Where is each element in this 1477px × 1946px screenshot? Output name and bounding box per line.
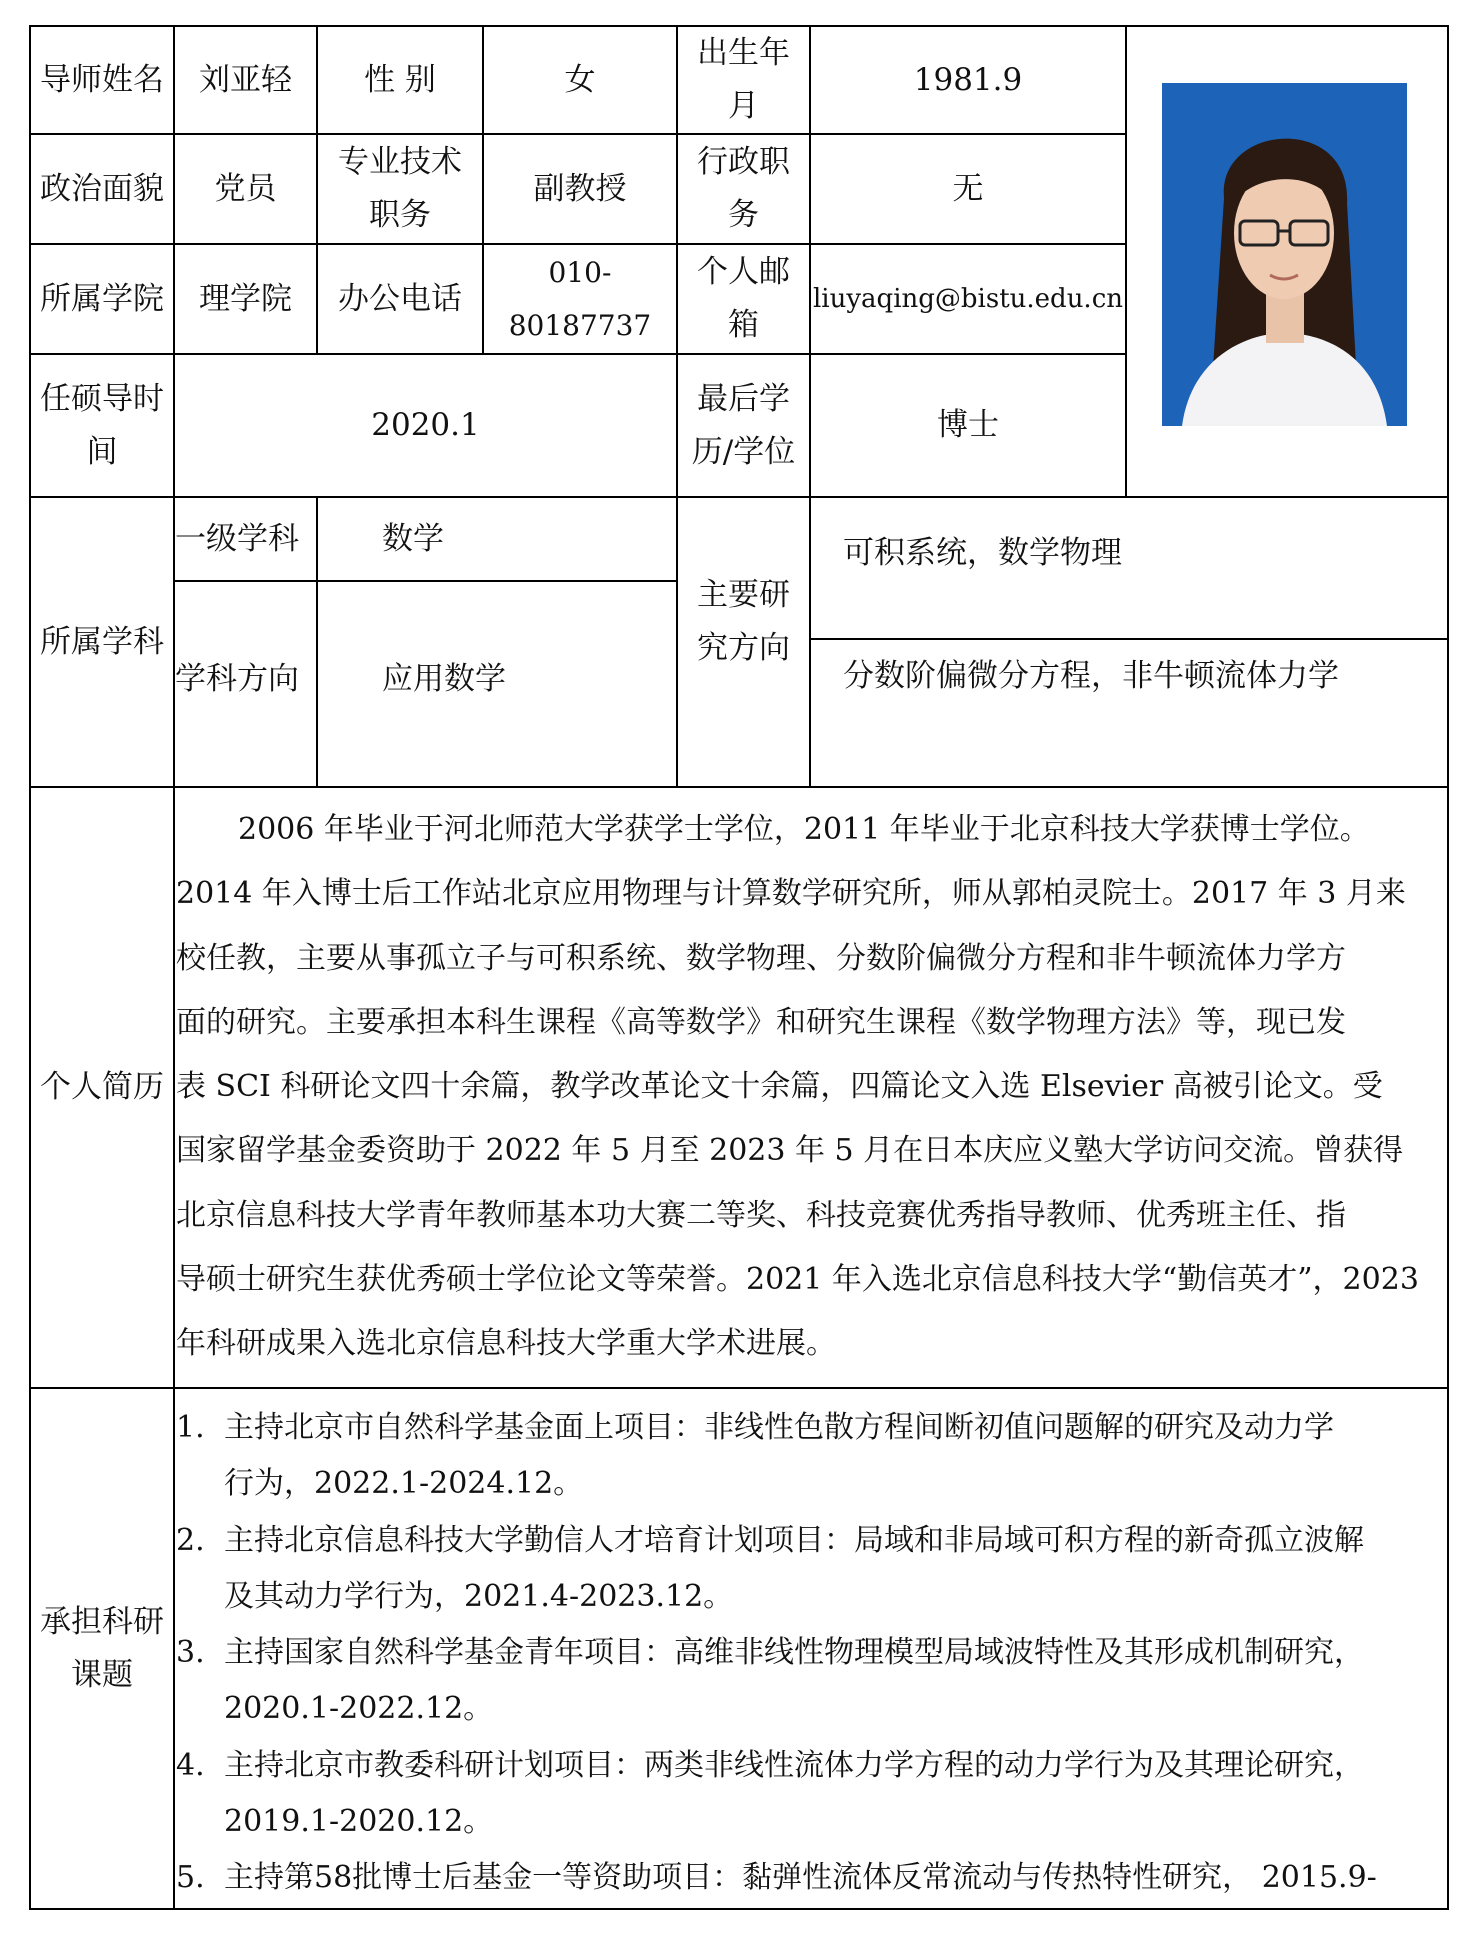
list-item-line: 行为，2022.1-2024.12。 xyxy=(224,1466,584,1502)
label-birth: 出生年 月 xyxy=(697,35,790,124)
table-border xyxy=(29,1908,1449,1910)
value-birth: 1981.9 xyxy=(913,61,1023,98)
value-research-2: 分数阶偏微分方程，非牛顿流体力学 xyxy=(843,657,1339,694)
value-admin-title: 无 xyxy=(952,170,984,207)
label-resume: 个人简历 xyxy=(40,1069,164,1105)
list-item xyxy=(176,1738,1451,1851)
label-admin-title: 行政职 务 xyxy=(697,144,790,233)
label-discipline: 所属学科 xyxy=(40,623,164,660)
resume-line: 面的研究。主要承担本科生课程《高等数学》和研究生课程《数学物理方法》等，现已发 xyxy=(176,1004,1346,1040)
resume-line: 2006 年毕业于河北师范大学获学士学位，2011 年毕业于北京科技大学获博士学位。 xyxy=(238,812,1370,847)
list-item xyxy=(176,1513,1451,1626)
value-email: liuyaqing@bistu.edu.cn xyxy=(812,283,1124,314)
value-research-1: 可积系统，数学物理 xyxy=(843,534,1122,571)
list-item-number: 3. xyxy=(176,1635,205,1671)
table-border xyxy=(316,496,318,788)
value-college: 理学院 xyxy=(199,280,292,317)
label-email: 个人邮 箱 xyxy=(697,254,790,343)
label-political: 政治面貌 xyxy=(40,170,164,207)
resume-line: 导硕士研究生获优秀硕士学位论文等荣誉。2021 年入选北京信息科技大学“勤信英才”，2023 xyxy=(176,1262,1419,1298)
label-direction: 学科方向 xyxy=(175,660,299,697)
projects-list xyxy=(176,1400,1451,1907)
resume-line: 2014 年入博士后工作站北京应用物理与计算数学研究所，师从郭柏灵院士。2017 年 3 月来 xyxy=(176,876,1406,912)
label-degree: 最后学 历/学位 xyxy=(691,380,796,470)
value-supervisor-time: 2020.1 xyxy=(371,407,480,443)
portrait-icon xyxy=(1162,83,1407,426)
list-item xyxy=(176,1625,1451,1738)
label-name: 导师姓名 xyxy=(40,61,164,98)
list-item xyxy=(176,1850,1451,1906)
resume-line: 北京信息科技大学青年教师基本功大赛二等奖、科技竞赛优秀指导教师、优秀班主任、指 xyxy=(176,1197,1346,1233)
list-item-line: 主持国家自然科学基金青年项目：高维非线性物理模型局域波特性及其形成机制研究， xyxy=(224,1635,1364,1671)
resume-text xyxy=(176,798,1446,1377)
list-item-line: 主持北京信息科技大学勤信人才培育计划项目：局域和非局域可积方程的新奇孤立波解 xyxy=(224,1522,1364,1558)
portrait-photo xyxy=(1162,83,1407,426)
resume-line: 校任教，主要从事孤立子与可积系统、数学物理、分数阶偏微分方程和非牛顿流体力学方 xyxy=(176,940,1346,976)
value-phone: 010-80187737 xyxy=(508,256,652,342)
list-item-line: 2020.1-2022.12。 xyxy=(224,1691,494,1727)
resume-line: 表 SCI 科研论文四十余篇，教学改革论文十余篇，四篇论文入选 Elsevier 高被引论文。受 xyxy=(176,1069,1383,1105)
table-border xyxy=(29,1387,1449,1389)
label-level1: 一级学科 xyxy=(175,520,299,557)
value-direction: 应用数学 xyxy=(382,660,506,697)
value-tech-title: 副教授 xyxy=(533,170,627,207)
label-gender: 性 别 xyxy=(364,61,436,98)
list-item-number: 2. xyxy=(176,1522,205,1558)
table-border xyxy=(1125,25,1127,498)
list-item-line: 主持北京市教委科研计划项目：两类非线性流体力学方程的动力学行为及其理论研究， xyxy=(224,1747,1364,1783)
list-item-line: 主持第58批博士后基金一等资助项目：黏弹性流体反常流动与传热特性研究， 2015.9- xyxy=(224,1860,1377,1896)
label-supervisor-time: 任硕导时 间 xyxy=(40,380,164,470)
value-gender: 女 xyxy=(564,61,596,98)
label-college: 所属学院 xyxy=(40,280,164,317)
list-item-line: 主持北京市自然科学基金面上项目：非线性色散方程间断初值问题解的研究及动力学 xyxy=(224,1410,1334,1445)
list-item-line: 2019.1-2020.12。 xyxy=(224,1804,494,1840)
list-item-number: 4. xyxy=(176,1747,205,1783)
label-projects: 承担科研 课题 xyxy=(40,1603,164,1693)
value-level1: 数学 xyxy=(382,520,444,557)
resume-line: 年科研成果入选北京信息科技大学重大学术进展。 xyxy=(176,1326,836,1362)
resume-line: 国家留学基金委资助于 2022 年 5 月至 2023 年 5 月在日本庆应义塾大学访问交流。曾获得 xyxy=(176,1133,1404,1169)
label-research: 主要研 究方向 xyxy=(697,577,790,666)
value-degree: 博士 xyxy=(937,407,999,443)
list-item-number: 5. xyxy=(176,1860,205,1896)
label-phone: 办公电话 xyxy=(338,280,462,317)
table-border xyxy=(29,786,1449,788)
list-item xyxy=(176,1400,1451,1513)
list-item-line: 及其动力学行为，2021.4-2023.12。 xyxy=(224,1578,734,1614)
value-political: 党员 xyxy=(214,170,277,207)
label-tech-title: 专业技术 职务 xyxy=(338,144,462,233)
list-item-number: 1. xyxy=(176,1410,205,1445)
value-name: 刘亚轻 xyxy=(199,61,292,98)
